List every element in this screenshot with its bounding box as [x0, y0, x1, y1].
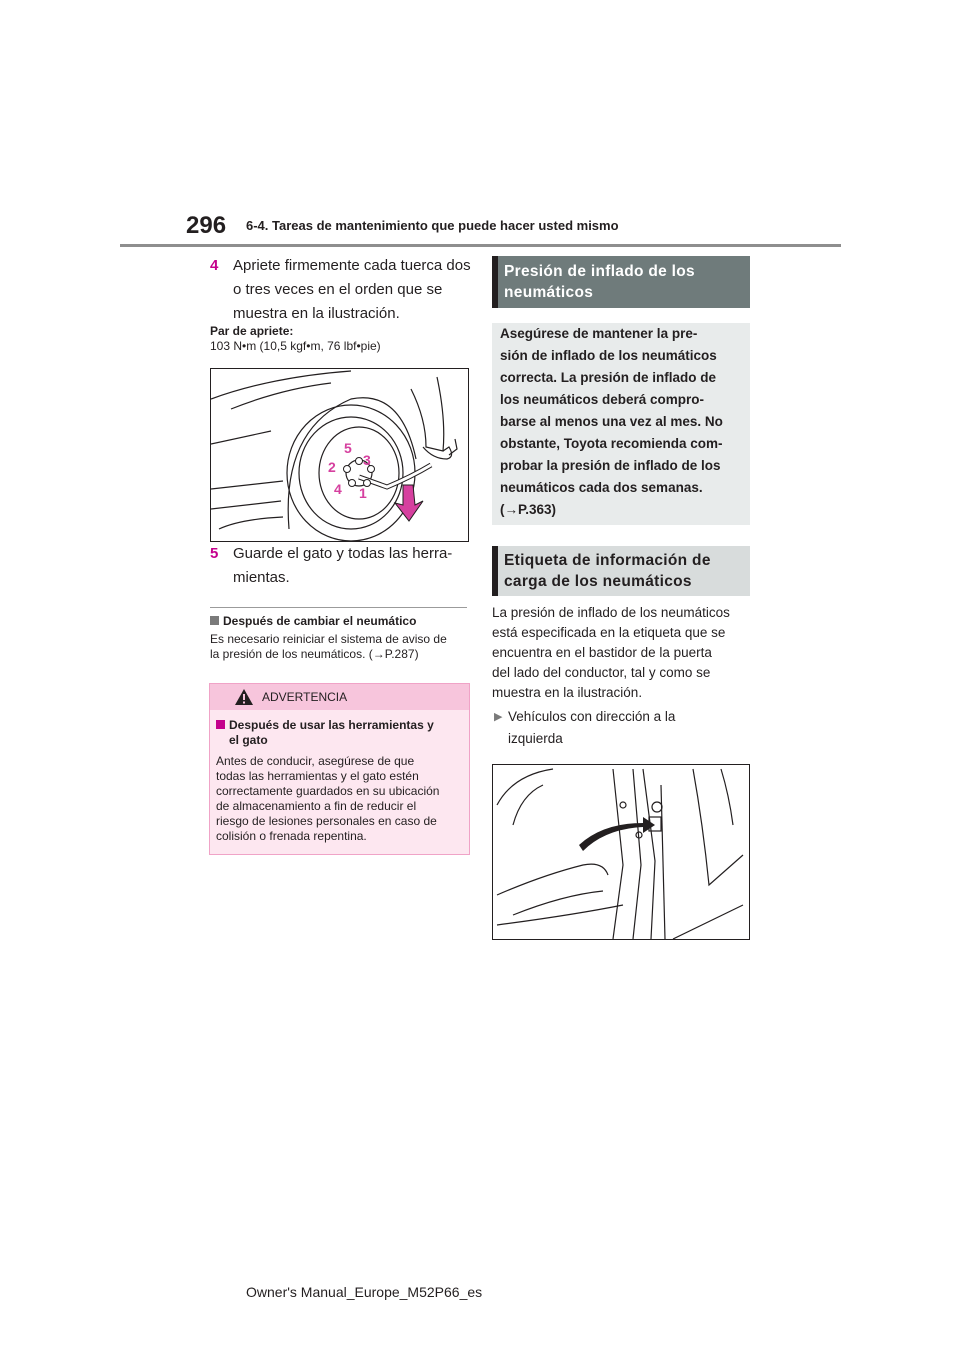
torque-spec: [210, 324, 470, 354]
warning-box: [209, 683, 470, 855]
pressure-note-text: Asegúrese de mantener la pre- sión de inflado de los neumáticos correcta. La presión de inflado de los neumáticos deberá compro- barse al menos una vez al mes. No obstante, Toyota recomienda com- probar la presión de inflado de los neumáticos cada dos semanas. (→P.363): [500, 323, 746, 521]
torque-value: 103 N•m (10,5 kgf•m, 76 lbf•pie): [210, 339, 381, 353]
warning-body: Antes de conducir, asegúrese de que todas las herramientas y el gato estén correctamente guardados en su ubicación de almacenamiento a fin de reducir el riesgo de lesiones personales en caso de colisión o frenada repentina.: [216, 754, 440, 843]
nut-number-4: 4: [334, 481, 342, 497]
pointer-arrow-icon: [579, 817, 655, 851]
step-number: 5: [210, 545, 219, 562]
page-number: 296: [186, 212, 227, 239]
nut-number-1: 1: [359, 485, 367, 501]
rotation-arrow-icon: [395, 485, 423, 521]
heading-bar: [492, 546, 498, 596]
after-change-title: Después de cambiar el neumático: [210, 614, 472, 629]
step-line: Guarde el gato y todas las herra-: [233, 545, 453, 562]
torque-label: Par de apriete:: [210, 324, 294, 338]
warning-title: ADVERTENCIA: [262, 690, 348, 704]
after-change-note: [210, 614, 472, 662]
heading-bar: [492, 256, 498, 308]
step-line: muestra en la ilustración.: [233, 305, 400, 322]
step-5: [210, 542, 475, 592]
nut-number-2: 2: [328, 459, 336, 475]
warning-header: [210, 684, 469, 710]
footer-document-id: Owner's Manual_Europe_M52P66_es: [246, 1284, 483, 1300]
step-4: [210, 254, 475, 328]
triangle-bullet-icon: ▶: [494, 711, 503, 723]
step-line: mientas.: [233, 569, 290, 586]
step-number: 4: [210, 257, 219, 274]
step-line: o tres veces en el orden que se: [233, 281, 443, 298]
pressure-heading: [492, 256, 750, 308]
label-heading: [492, 546, 750, 596]
nut-number-5: 5: [344, 440, 352, 456]
warning-triangle-icon: [234, 688, 254, 706]
door-frame-illustration: [493, 765, 749, 939]
page-reference-link[interactable]: (→P.363): [500, 502, 557, 517]
pressure-note: [492, 323, 750, 525]
lhd-bullet: ▶ Vehículos con dirección a la izquierda: [492, 706, 752, 750]
step-line: Apriete firmemente cada tuerca dos: [233, 257, 471, 274]
square-bullet-icon: [216, 720, 225, 729]
section-title: 6-4. Tareas de mantenimiento que puede hacer usted mismo: [246, 218, 619, 233]
wheel-nut-figure: [210, 368, 469, 542]
header-divider: [120, 244, 841, 247]
nut-number-3: 3: [363, 452, 371, 468]
door-label-figure: [492, 764, 750, 940]
warning-subtitle: Después de usar las herramientas y el gato: [216, 718, 466, 748]
step-text: [233, 542, 473, 590]
step-text: [233, 254, 473, 326]
heading-text: Presión de inflado de los neumáticos: [504, 263, 695, 301]
after-change-text: Es necesario reiniciar el sistema de aviso de la presión de los neumáticos. (→P.287): [210, 632, 447, 661]
label-paragraph: La presión de inflado de los neumáticos está especificada en la etiqueta que se encuentra en el bastidor de la puerta del lado del conductor, tal y como se muestra en la ilustración.: [492, 605, 730, 700]
wheel-illustration: [211, 369, 468, 541]
section-divider: [210, 607, 467, 608]
square-bullet-icon: [210, 616, 219, 625]
heading-text: Etiqueta de información de carga de los neumáticos: [504, 552, 711, 590]
